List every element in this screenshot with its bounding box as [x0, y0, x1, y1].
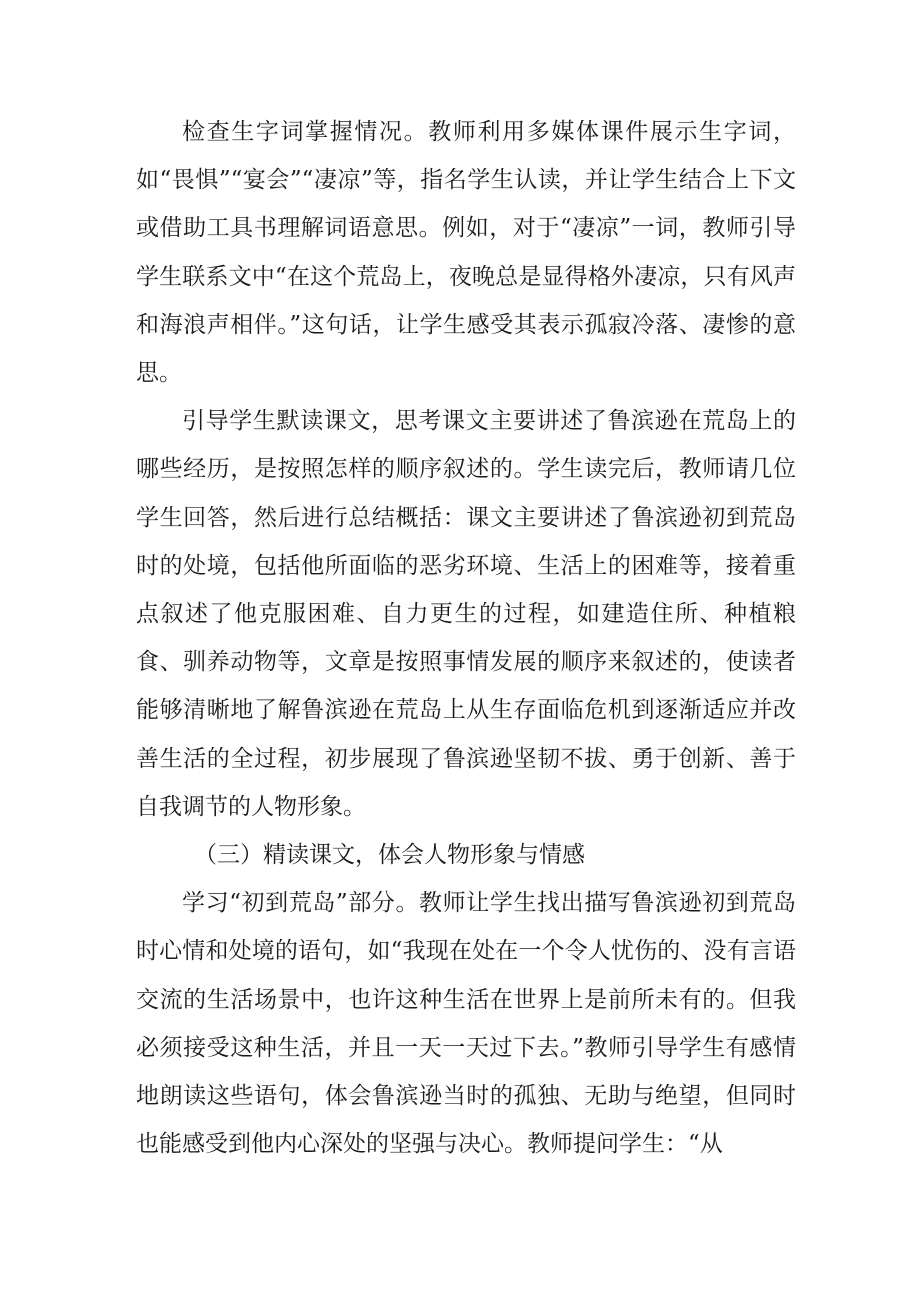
paragraph-silent-reading: 引导学生默读课文，思考课文主要讲述了鲁滨逊在荒岛上的哪些经历，是按照怎样的顺序叙述的。学生读完后，教师请几位学生回答，然后进行总结概括：课文主要讲述了鲁滨逊初到荒岛时的处境，包括他所面临的恶劣环境、生活上的困难等，接着重点叙述了他克服困难、自力更生的过程，如建造住所、种植粮食、驯养动物等，文章是按照事情发展的顺序来叙述的，使读者能够清晰地了解鲁滨逊在荒岛上从生存面临危机到逐渐适应并改善生活的全过程，初步展现了鲁滨逊坚韧不拔、勇于创新、善于自我调节的人物形象。	[136, 408, 796, 820]
document-body	[136, 108, 796, 1168]
paragraph-vocabulary-check: 检查生字词掌握情况。教师利用多媒体课件展示生字词，如“畏惧”“宴会”“凄凉”等，指名学生认读，并让学生结合上下文或借助工具书理解词语意思。例如，对于“凄凉”一词，教师引导学生联系文中“在这个荒岛上，夜晚总是显得格外凄凉，只有风声和海浪声相伴。”这句话，让学生感受其表示孤寂冷落、凄惨的意思。	[136, 119, 796, 387]
paragraph-first-arrival: 学习“初到荒岛”部分。教师让学生找出描写鲁滨逊初到荒岛时心情和处境的语句，如“我现在处在一个令人忧伤的、没有言语交流的生活场景中，也许这种生活在世界上是前所未有的。但我必须接受这种生活，并且一天一天过下去。”教师引导学生有感情地朗读这些语句，体会鲁滨逊当时的孤独、无助与绝望，但同时也能感受到他内心深处的坚强与决心。教师提问学生：“从	[136, 890, 796, 1158]
section-heading: （三）精读课文，体会人物形象与情感	[194, 842, 585, 869]
